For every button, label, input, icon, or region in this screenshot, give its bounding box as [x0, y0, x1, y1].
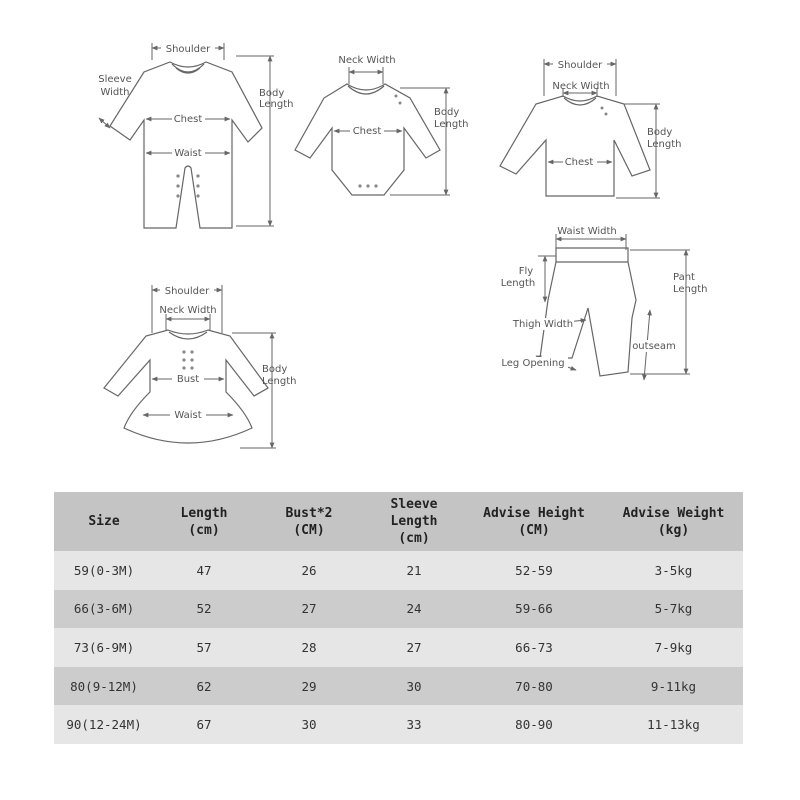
cell-size: 66(3-6M): [54, 590, 154, 629]
cell-length: 57: [154, 628, 254, 667]
cell-bust: 27: [254, 590, 364, 629]
bodysuit-body-label-2: Length: [434, 119, 469, 130]
top-body-label-2: Length: [647, 139, 682, 150]
top-shoulder-label: Shoulder: [557, 60, 603, 71]
cell-advise-weight: 5-7kg: [604, 590, 743, 629]
cell-length: 62: [154, 667, 254, 706]
romper-body-label-1: Body: [259, 88, 285, 99]
cell-bust: 29: [254, 667, 364, 706]
cell-sleeve-length: 33: [364, 705, 464, 744]
pants-waist-width-label: Waist Width: [557, 226, 617, 237]
cell-length: 52: [154, 590, 254, 629]
header-bust: Bust*2 (CM): [254, 492, 364, 551]
pants-thigh-label: Thigh Width: [512, 319, 574, 330]
pants-leg-opening-label: Leg Opening: [501, 358, 565, 369]
romper-outline: [110, 62, 262, 228]
table-row: [54, 667, 743, 706]
pants-fly-label-1: Fly: [518, 266, 534, 277]
top-outline: [500, 96, 650, 196]
header-advise-height: Advise Height (CM): [464, 492, 604, 551]
top-chest-label: Chest: [564, 157, 594, 168]
romper-sleeve-label-1: Sleeve: [98, 74, 132, 85]
bodysuit-neck-label: Neck Width: [338, 55, 396, 66]
bodysuit-chest-label: Chest: [352, 126, 382, 137]
header-size: Size: [54, 492, 154, 551]
table-row: [54, 590, 743, 629]
cell-length: 47: [154, 551, 254, 590]
table-header-row: [54, 492, 743, 551]
pants-fly-label-2: Length: [500, 278, 536, 289]
romper-sleeve-label-2: Width: [100, 87, 130, 98]
top-diagram: [500, 58, 682, 198]
table-row: [54, 551, 743, 590]
cell-advise-height: 80-90: [464, 705, 604, 744]
dress-diagram: [104, 284, 297, 448]
header-advise-weight: Advise Weight (kg): [604, 492, 743, 551]
cell-advise-height: 52-59: [464, 551, 604, 590]
cell-length: 67: [154, 705, 254, 744]
cell-advise-height: 59-66: [464, 590, 604, 629]
cell-advise-weight: 9-11kg: [604, 667, 743, 706]
cell-bust: 30: [254, 705, 364, 744]
cell-sleeve-length: 24: [364, 590, 464, 629]
cell-sleeve-length: 27: [364, 628, 464, 667]
table-row: [54, 705, 743, 744]
dress-waist-label: Waist: [174, 410, 202, 421]
dress-neck-label: Neck Width: [159, 305, 217, 316]
cell-size: 90(12-24M): [54, 705, 154, 744]
cell-bust: 26: [254, 551, 364, 590]
cell-sleeve-length: 21: [364, 551, 464, 590]
cell-sleeve-length: 30: [364, 667, 464, 706]
romper-body-label-2: Length: [259, 99, 294, 110]
bodysuit-diagram: [295, 55, 469, 195]
romper-waist-label: Waist: [174, 148, 202, 159]
pants-outseam-label: outseam: [632, 341, 676, 352]
size-chart-table: [54, 492, 743, 744]
top-body-label-1: Body: [647, 127, 673, 138]
dress-shoulder-label: Shoulder: [164, 286, 210, 297]
romper-shoulder-label: Shoulder: [165, 44, 211, 55]
romper-chest-label: Chest: [173, 114, 203, 125]
bodysuit-outline: [295, 84, 440, 195]
cell-advise-height: 70-80: [464, 667, 604, 706]
pants-length-label-1: Pant: [673, 272, 695, 283]
romper-diagram: [98, 41, 293, 228]
cell-advise-weight: 3-5kg: [604, 551, 743, 590]
pants-outline: [540, 248, 636, 376]
cell-advise-height: 66-73: [464, 628, 604, 667]
header-length: Length (cm): [154, 492, 254, 551]
bodysuit-body-label-1: Body: [434, 107, 460, 118]
table-row: [54, 628, 743, 667]
top-neck-label: Neck Width: [552, 81, 610, 92]
pants-length-label-2: Length: [673, 284, 708, 295]
header-sleeve-length: Sleeve Length (cm): [364, 492, 464, 551]
dress-bust-label: Bust: [176, 374, 200, 385]
cell-advise-weight: 11-13kg: [604, 705, 743, 744]
cell-size: 73(6-9M): [54, 628, 154, 667]
dress-outline: [104, 330, 268, 443]
cell-bust: 28: [254, 628, 364, 667]
dress-body-label-1: Body: [262, 364, 288, 375]
cell-advise-weight: 7-9kg: [604, 628, 743, 667]
dress-body-label-2: Length: [262, 376, 297, 387]
cell-size: 59(0-3M): [54, 551, 154, 590]
cell-size: 80(9-12M): [54, 667, 154, 706]
pants-diagram: [500, 226, 708, 380]
dress-collar: [169, 332, 207, 339]
